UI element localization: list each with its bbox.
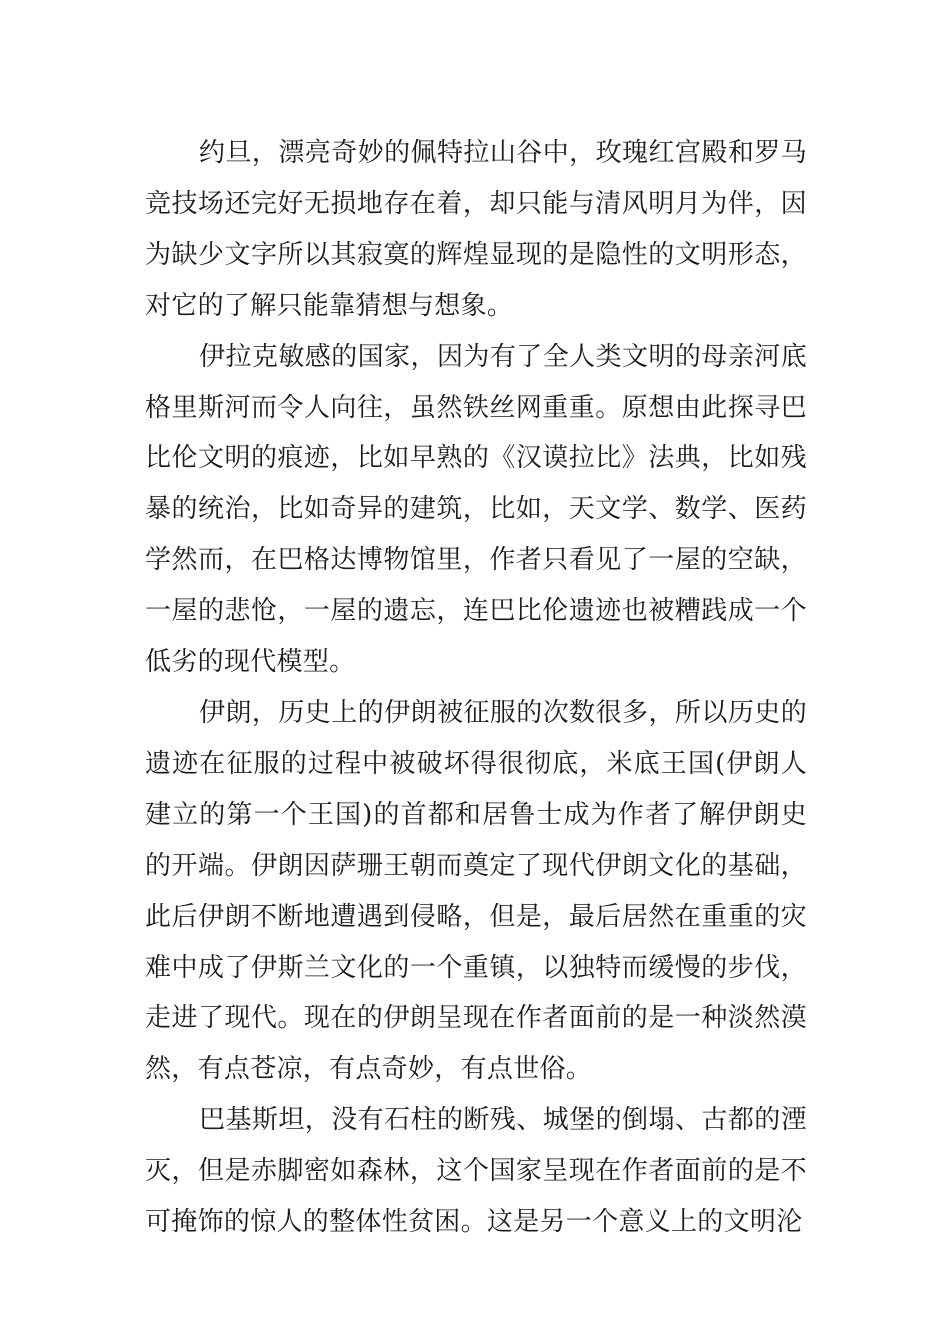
paragraph-jordan: 约旦，漂亮奇妙的佩特拉山谷中，玫瑰红宫殿和罗马竞技场还完好无损地存在着，却只能与清风明月为伴，因为缺少文字所以其寂寞的辉煌显现的是隐性的文明形态，对它的了解只能靠猜想与想象。 xyxy=(145,138,807,321)
paragraph-pakistan: 巴基斯坦，没有石柱的断残、城堡的倒塌、古都的湮灭，但是赤脚密如森林，这个国家呈现在作者面前的是不可掩饰的惊人的整体性贫困。这是另一个意义上的文明沦 xyxy=(145,1105,807,1238)
paragraph-iraq: 伊拉克敏感的国家，因为有了全人类文明的母亲河底格里斯河而令人向往，虽然铁丝网重重。原想由此探寻巴比伦文明的痕迹，比如早熟的《汉谟拉比》法典，比如残暴的统治，比如奇异的建筑，比如，天文学、数学、医药学然而，在巴格达博物馆里，作者只看见了一屋的空缺，一屋的悲怆，一屋的遗忘，连巴比伦遗迹也被糟践成一个低劣的现代模型。 xyxy=(145,341,807,678)
document-body xyxy=(145,128,807,1248)
paragraph-iran: 伊朗，历史上的伊朗被征服的次数很多，所以历史的遗迹在征服的过程中被破坏得很彻底，米底王国(伊朗人建立的第一个王国)的首都和居鲁士成为作者了解伊朗史的开端。伊朗因萨珊王朝而奠定了现代伊朗文化的基础，此后伊朗不断地遭遇到侵略，但是，最后居然在重重的灾难中成了伊斯兰文化的一个重镇，以独特而缓慢的步伐，走进了现代。现在的伊朗呈现在作者面前的是一种淡然漠然，有点苍凉，有点奇妙，有点世俗。 xyxy=(145,697,807,1085)
